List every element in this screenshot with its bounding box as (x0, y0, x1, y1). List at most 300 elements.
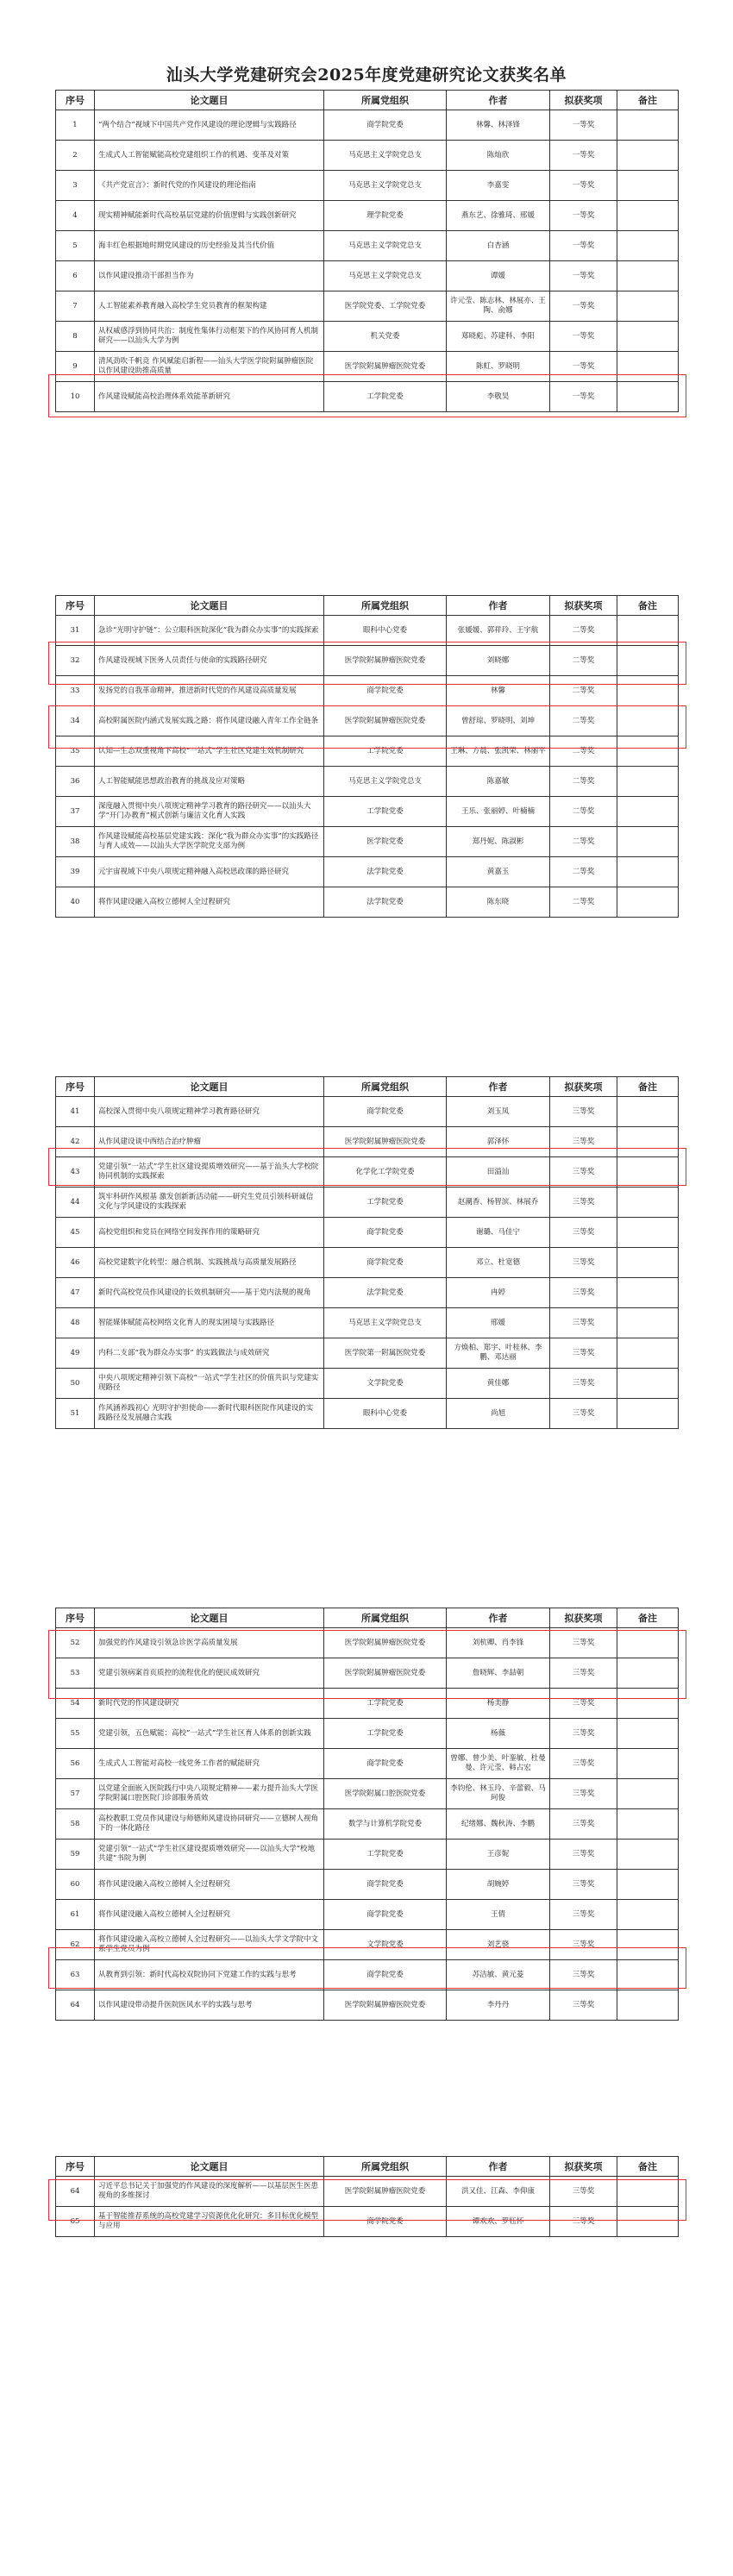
author-cell: 纪绪娜、魏秋涛、李鹏 (447, 1809, 550, 1840)
column-header: 作者 (447, 91, 550, 110)
party-org-cell: 医学院党委、工学院党委 (324, 291, 447, 322)
author-cell: 谢璐、马佳宁 (447, 1218, 550, 1248)
column-header: 拟获奖项 (550, 91, 617, 110)
column-header: 序号 (56, 596, 95, 616)
remark-cell (617, 1719, 679, 1749)
party-org-cell: 理学院党委 (324, 201, 447, 231)
author-cell: 张媛媛、郭祥玲、王宇航 (447, 616, 550, 646)
party-org-cell: 商学院党委 (324, 2207, 447, 2237)
party-org-cell: 医学院附属肿瘤医院党委 (324, 1658, 447, 1689)
author-cell: 谭媛 (447, 261, 550, 291)
party-org-cell: 马克思主义学院党总支 (324, 171, 447, 201)
remark-cell (617, 1689, 679, 1719)
author-cell: 林馨、林泽锋 (447, 110, 550, 141)
remark-cell (617, 141, 679, 171)
serial-cell: 45 (56, 1218, 95, 1248)
paper-title-cell: 高校党组织和党员在网络空间发挥作用的策略研究 (95, 1218, 324, 1248)
award-cell: 二等奖 (550, 797, 617, 827)
serial-cell: 64 (56, 2177, 95, 2207)
column-header: 所属党组织 (324, 91, 447, 110)
award-cell: 三等奖 (550, 1097, 617, 1127)
table-row (56, 616, 679, 646)
author-cell: 刘玉凤 (447, 1097, 550, 1127)
party-org-cell: 文学院党委 (324, 1369, 447, 1399)
author-cell: 杨美静 (447, 1689, 550, 1719)
award-cell: 三等奖 (550, 1749, 617, 1779)
award-cell: 三等奖 (550, 1870, 617, 1900)
paper-title-cell: 高校深入贯彻中央八项规定精神学习教育路径研究 (95, 1097, 324, 1127)
table-row (56, 1628, 679, 1658)
paper-title-cell: 以作风建设带动提升医院医风水平的实践与思考 (95, 1990, 324, 2021)
column-header: 所属党组织 (324, 596, 447, 616)
paper-title-cell: 高校附属医院内涵式发展实践之路：将作风建设融入青年工作全链条 (95, 706, 324, 736)
table-row (56, 706, 679, 736)
party-org-cell: 机关党委 (324, 322, 447, 352)
table-row (56, 857, 679, 887)
table-row (56, 231, 679, 261)
paper-title-cell: 筑牢科研作风根基 激发创新新活动能——研究生党员引领科研诚信文化与学风建设的实践探索 (95, 1188, 324, 1218)
award-cell: 一等奖 (550, 382, 617, 412)
party-org-cell: 医学院附属肿瘤医院党委 (324, 1628, 447, 1658)
serial-cell: 41 (56, 1097, 95, 1127)
author-cell: 王琳、方晨、张凯荣、林丽平 (447, 736, 550, 767)
table-row (56, 797, 679, 827)
author-cell: 李嘉雯 (447, 171, 550, 201)
award-cell: 三等奖 (550, 1990, 617, 2021)
remark-cell (617, 887, 679, 918)
table-row (56, 1157, 679, 1188)
column-header: 所属党组织 (324, 2157, 447, 2177)
serial-cell: 3 (56, 171, 95, 201)
serial-cell: 43 (56, 1157, 95, 1188)
remark-cell (617, 291, 679, 322)
header-row (56, 2157, 679, 2177)
paper-title-cell: 加强党的作风建设引领急诊医学高质量发展 (95, 1628, 324, 1658)
serial-cell: 60 (56, 1870, 95, 1900)
remark-cell (617, 261, 679, 291)
table-row (56, 1248, 679, 1278)
remark-cell (617, 2207, 679, 2237)
paper-title-cell: 将作风建设融入高校立德树人全过程研究 (95, 1870, 324, 1900)
award-cell: 一等奖 (550, 261, 617, 291)
table-row (56, 1338, 679, 1369)
author-cell: 黄佳娜 (447, 1369, 550, 1399)
author-cell: 谭欢欢、罗钰怀 (447, 2207, 550, 2237)
award-cell: 三等奖 (550, 1369, 617, 1399)
award-cell: 一等奖 (550, 171, 617, 201)
award-cell: 一等奖 (550, 141, 617, 171)
award-cell: 一等奖 (550, 201, 617, 231)
column-header: 所属党组织 (324, 1077, 447, 1097)
author-cell: 曾娜、曾少美、叶銮敏、杜曼曼、许元莹、韩占宏 (447, 1749, 550, 1779)
remark-cell (617, 1809, 679, 1840)
author-cell: 王乐、张丽婷、叶楠楠 (447, 797, 550, 827)
serial-cell: 40 (56, 887, 95, 918)
serial-cell: 44 (56, 1188, 95, 1218)
award-cell: 三等奖 (550, 1188, 617, 1218)
author-cell: 李丹丹 (447, 1990, 550, 2021)
paper-title-cell: 智能媒体赋能高校网络文化育人的现实困境与实践路径 (95, 1308, 324, 1338)
header-row (56, 1608, 679, 1628)
table-row (56, 1369, 679, 1399)
serial-cell: 38 (56, 827, 95, 857)
paper-title-cell: 中央八项规定精神引领下高校“一站式”学生社区的价值共识与党建实现路径 (95, 1369, 324, 1399)
table-row (56, 1689, 679, 1719)
paper-title-cell: 认知—生态双重视角下高校“一站式”学生社区党建生效机制研究 (95, 736, 324, 767)
remark-cell (617, 1157, 679, 1188)
party-org-cell: 工学院党委 (324, 1719, 447, 1749)
author-cell: 许元莹、陈志林、林展亦、王陶、俞娜 (447, 291, 550, 322)
serial-cell: 1 (56, 110, 95, 141)
award-cell: 三等奖 (550, 2207, 617, 2237)
table-row (56, 1990, 679, 2021)
award-cell: 二等奖 (550, 827, 617, 857)
column-header: 论文题目 (95, 2157, 324, 2177)
paper-title-cell: 生成式人工智能对高校一线党务工作者的赋能研究 (95, 1749, 324, 1779)
column-header: 作者 (447, 1608, 550, 1628)
award-cell: 二等奖 (550, 676, 617, 706)
award-cell: 二等奖 (550, 767, 617, 797)
table-row (56, 382, 679, 412)
serial-cell: 54 (56, 1689, 95, 1719)
table-row (56, 676, 679, 706)
author-cell: 白杏涵 (447, 231, 550, 261)
table-row (56, 352, 679, 382)
author-cell: 邓立、杜宽德 (447, 1248, 550, 1278)
paper-title-cell: 新时代党的作风建设研究 (95, 1689, 324, 1719)
serial-cell: 56 (56, 1749, 95, 1779)
column-header: 作者 (447, 2157, 550, 2177)
author-cell: 燕东艺、徐雅琦、邢媛 (447, 201, 550, 231)
remark-cell (617, 352, 679, 382)
paper-title-cell: 党建引领病案首页质控的流程优化的便民成效研究 (95, 1658, 324, 1689)
remark-cell (617, 1127, 679, 1157)
column-header: 所属党组织 (324, 1608, 447, 1628)
award-cell: 三等奖 (550, 1308, 617, 1338)
serial-cell: 63 (56, 1960, 95, 1990)
remark-cell (617, 110, 679, 141)
award-cell: 三等奖 (550, 1338, 617, 1369)
party-org-cell: 商学院党委 (324, 110, 447, 141)
column-header: 拟获奖项 (550, 1608, 617, 1628)
author-cell: 刘杭卿、肖李锋 (447, 1628, 550, 1658)
party-org-cell: 马克思主义学院党总支 (324, 1308, 447, 1338)
award-cell: 三等奖 (550, 1658, 617, 1689)
paper-title-cell: 将作风建设融入高校立德树人全过程研究 (95, 887, 324, 918)
serial-cell: 33 (56, 676, 95, 706)
serial-cell: 46 (56, 1248, 95, 1278)
column-header: 备注 (617, 2157, 679, 2177)
remark-cell (617, 1338, 679, 1369)
table-row (56, 1870, 679, 1900)
remark-cell (617, 1658, 679, 1689)
remark-cell (617, 1779, 679, 1809)
header-row (56, 91, 679, 110)
paper-title-cell: 生成式人工智能赋能高校党建组织工作的机遇、变革及对策 (95, 141, 324, 171)
serial-cell: 37 (56, 797, 95, 827)
party-org-cell: 医学院第一附属医院党委 (324, 1338, 447, 1369)
remark-cell (617, 1369, 679, 1399)
paper-title-cell: 作风建设视域下医务人员责任与使命的实践路径研究 (95, 646, 324, 676)
award-cell: 三等奖 (550, 1719, 617, 1749)
column-header: 备注 (617, 1077, 679, 1097)
remark-cell (617, 646, 679, 676)
table-row (56, 646, 679, 676)
author-cell: 方焕柏、郑宇、叶桂林、李鹏、邓达丽 (447, 1338, 550, 1369)
remark-cell (617, 171, 679, 201)
table-row (56, 1960, 679, 1990)
serial-cell: 8 (56, 322, 95, 352)
author-cell: 苏洁敏、黄元菱 (447, 1960, 550, 1990)
remark-cell (617, 322, 679, 352)
party-org-cell: 商学院党委 (324, 1749, 447, 1779)
author-cell: 郑晓彪、苏建科、李阳 (447, 322, 550, 352)
serial-cell: 2 (56, 141, 95, 171)
column-header: 序号 (56, 91, 95, 110)
party-org-cell: 商学院党委 (324, 1097, 447, 1127)
serial-cell: 55 (56, 1719, 95, 1749)
award-cell: 三等奖 (550, 1779, 617, 1809)
header-row (56, 596, 679, 616)
award-cell: 一等奖 (550, 291, 617, 322)
remark-cell (617, 231, 679, 261)
paper-title-cell: 将作风建设融入高校立德树人全过程研究——以汕头大学文学院中文系学生党员为例 (95, 1930, 324, 1960)
party-org-cell: 化学化工学院党委 (324, 1157, 447, 1188)
table-row (56, 1930, 679, 1960)
paper-title-cell: “两个结合”视域下中国共产党作风建设的理论逻辑与实践路径 (95, 110, 324, 141)
author-cell: 尚旭 (447, 1399, 550, 1429)
party-org-cell: 工学院党委 (324, 382, 447, 412)
serial-cell: 59 (56, 1840, 95, 1870)
party-org-cell: 医学院附属口腔医院党委 (324, 1779, 447, 1809)
paper-title-cell: 元宇宙视域下中央八项规定精神融入高校思政课的路径研究 (95, 857, 324, 887)
table-row (56, 1719, 679, 1749)
author-cell: 刘艺骁 (447, 1930, 550, 1960)
party-org-cell: 医学院附属肿瘤医院党委 (324, 2177, 447, 2207)
party-org-cell: 工学院党委 (324, 797, 447, 827)
party-org-cell: 商学院党委 (324, 1870, 447, 1900)
remark-cell (617, 857, 679, 887)
header-row (56, 1077, 679, 1097)
award-cell: 一等奖 (550, 231, 617, 261)
author-cell: 陈嘉敏 (447, 767, 550, 797)
column-header: 作者 (447, 1077, 550, 1097)
paper-title-cell: 作风涵养践初心 光明守护担使命——新时代眼科医院作风建设的实践路径及发展融合实践 (95, 1399, 324, 1429)
party-org-cell: 医学院附属肿瘤医院党委 (324, 1990, 447, 2021)
paper-title-cell: 人工智能赋能思想政治教育的挑战及应对策略 (95, 767, 324, 797)
award-table-3 (55, 1076, 679, 1429)
table-row (56, 827, 679, 857)
author-cell: 王彦妮 (447, 1840, 550, 1870)
table-row (56, 887, 679, 918)
serial-cell: 57 (56, 1779, 95, 1809)
serial-cell: 6 (56, 261, 95, 291)
award-cell: 二等奖 (550, 857, 617, 887)
table-row (56, 767, 679, 797)
party-org-cell: 工学院党委 (324, 1840, 447, 1870)
table-row (56, 1779, 679, 1809)
serial-cell: 31 (56, 616, 95, 646)
paper-title-cell: 《共产党宣言》：新时代党的作风建设的理论指南 (95, 171, 324, 201)
party-org-cell: 商学院党委 (324, 676, 447, 706)
serial-cell: 7 (56, 291, 95, 322)
remark-cell (617, 1278, 679, 1308)
remark-cell (617, 1097, 679, 1127)
party-org-cell: 医学院附属肿瘤医院党委 (324, 352, 447, 382)
author-cell: 杨薇 (447, 1719, 550, 1749)
column-header: 备注 (617, 1608, 679, 1628)
author-cell: 陈东晓 (447, 887, 550, 918)
party-org-cell: 工学院党委 (324, 1689, 447, 1719)
award-cell: 二等奖 (550, 887, 617, 918)
party-org-cell: 法学院党委 (324, 1278, 447, 1308)
serial-cell: 10 (56, 382, 95, 412)
serial-cell: 36 (56, 767, 95, 797)
award-cell: 一等奖 (550, 352, 617, 382)
award-cell: 三等奖 (550, 1689, 617, 1719)
serial-cell: 64 (56, 1990, 95, 2021)
party-org-cell: 眼科中心党委 (324, 1399, 447, 1429)
table-row (56, 201, 679, 231)
serial-cell: 47 (56, 1278, 95, 1308)
remark-cell (617, 1399, 679, 1429)
author-cell: 曾舒琼、罗晓明、刘坤 (447, 706, 550, 736)
award-cell: 三等奖 (550, 1157, 617, 1188)
remark-cell (617, 1870, 679, 1900)
award-cell: 三等奖 (550, 1930, 617, 1960)
award-cell: 三等奖 (550, 1809, 617, 1840)
paper-title-cell: 习近平总书记关于加强党的作风建设的深度解析——以基层医生医患视角的多维探讨 (95, 2177, 324, 2207)
party-org-cell: 商学院党委 (324, 1218, 447, 1248)
remark-cell (617, 201, 679, 231)
serial-cell: 35 (56, 736, 95, 767)
paper-title-cell: 将作风建设融入高校立德树人全过程研究 (95, 1900, 324, 1930)
paper-title-cell: 内科二支部“我为群众办实事” 的实践做法与成效研究 (95, 1338, 324, 1369)
paper-title-cell: 人工智能素养教育融入高校学生党员教育的框架构建 (95, 291, 324, 322)
table-row (56, 2207, 679, 2237)
table-row (56, 1658, 679, 1689)
table-row (56, 141, 679, 171)
column-header: 论文题目 (95, 1077, 324, 1097)
paper-title-cell: 深度融入贯彻中央八项规定精神学习教育的路径研究——以汕头大学“开门办教育”模式创新与廉洁文化育人实践 (95, 797, 324, 827)
remark-cell (617, 1990, 679, 2021)
paper-title-cell: 从权威感浮到协同共治：制度性集体行动框架下的作风协同育人机制研究——以汕头大学为例 (95, 322, 324, 352)
remark-cell (617, 1930, 679, 1960)
author-cell: 田溢汕 (447, 1157, 550, 1188)
serial-cell: 4 (56, 201, 95, 231)
award-cell: 三等奖 (550, 1628, 617, 1658)
remark-cell (617, 1308, 679, 1338)
author-cell: 李敬昊 (447, 382, 550, 412)
remark-cell (617, 1749, 679, 1779)
party-org-cell: 马克思主义学院党总支 (324, 231, 447, 261)
remark-cell (617, 676, 679, 706)
table-row (56, 1399, 679, 1429)
author-cell: 郭泽怀 (447, 1127, 550, 1157)
author-cell: 洪又佳、江森、李仰康 (447, 2177, 550, 2207)
serial-cell: 61 (56, 1900, 95, 1930)
award-cell: 三等奖 (550, 1399, 617, 1429)
author-cell: 郑丹妮、陈淑彬 (447, 827, 550, 857)
column-header: 拟获奖项 (550, 596, 617, 616)
serial-cell: 39 (56, 857, 95, 887)
author-cell: 邢媛 (447, 1308, 550, 1338)
table-row (56, 1218, 679, 1248)
party-org-cell: 商学院党委 (324, 1960, 447, 1990)
paper-title-cell: 高校党建数字化转型：融合机制、实践挑战与高质量发展路径 (95, 1248, 324, 1278)
paper-title-cell: 以党建全面嵌入医院践行中央八项规定精神——素力提升汕头大学医学院附属口腔医院门诊部服务质效 (95, 1779, 324, 1809)
serial-cell: 42 (56, 1127, 95, 1157)
author-cell: 黄嘉玉 (447, 857, 550, 887)
paper-title-cell: 发扬党的自我革命精神，推进新时代党的作风建设高质量发展 (95, 676, 324, 706)
party-org-cell: 法学院党委 (324, 887, 447, 918)
table-row (56, 261, 679, 291)
party-org-cell: 商学院党委 (324, 1248, 447, 1278)
party-org-cell: 工学院党委 (324, 1188, 447, 1218)
party-org-cell: 法学院党委 (324, 857, 447, 887)
remark-cell (617, 1960, 679, 1990)
table-row (56, 1278, 679, 1308)
remark-cell (617, 1900, 679, 1930)
remark-cell (617, 767, 679, 797)
column-header: 作者 (447, 596, 550, 616)
paper-title-cell: 新时代高校党员作风建设的长效机制研究——基于党内法规的视角 (95, 1278, 324, 1308)
award-cell: 三等奖 (550, 1900, 617, 1930)
serial-cell: 9 (56, 352, 95, 382)
column-header: 论文题目 (95, 596, 324, 616)
table-row (56, 1900, 679, 1930)
paper-title-cell: 海丰红色根据地时期党风建设的历史经验及其当代价值 (95, 231, 324, 261)
document-title: 汕头大学党建研究会2025年度党建研究论文获奖名单 (166, 66, 567, 85)
table-row (56, 1127, 679, 1157)
award-table-5 (55, 2156, 679, 2237)
table-row (56, 2177, 679, 2207)
serial-cell: 34 (56, 706, 95, 736)
column-header: 备注 (617, 91, 679, 110)
award-table-2 (55, 595, 679, 918)
author-cell: 林馨 (447, 676, 550, 706)
serial-cell: 5 (56, 231, 95, 261)
serial-cell: 49 (56, 1338, 95, 1369)
table-row (56, 1809, 679, 1840)
award-cell: 三等奖 (550, 1840, 617, 1870)
author-cell: 陈灿欣 (447, 141, 550, 171)
author-cell: 冉婷 (447, 1278, 550, 1308)
serial-cell: 58 (56, 1809, 95, 1840)
author-cell: 陈虹、罗晓明 (447, 352, 550, 382)
award-cell: 一等奖 (550, 110, 617, 141)
remark-cell (617, 1188, 679, 1218)
award-cell: 三等奖 (550, 1278, 617, 1308)
paper-title-cell: 高校教职工党员作风建设与师德师风建设协同研究——立德树人视角下的一体化路径 (95, 1809, 324, 1840)
serial-cell: 62 (56, 1930, 95, 1960)
paper-title-cell: 从教育到引领：新时代高校双院协同下党建工作的实践与思考 (95, 1960, 324, 1990)
author-cell: 胡婉婷 (447, 1870, 550, 1900)
party-org-cell: 马克思主义学院党总支 (324, 141, 447, 171)
author-cell: 詹晓辉、李喆朝 (447, 1658, 550, 1689)
award-cell: 三等奖 (550, 1127, 617, 1157)
award-cell: 二等奖 (550, 616, 617, 646)
paper-title-cell: 清风劲吹千帆竞 作风赋能启新程——汕头大学医学院附属肿瘤医院以作风建设助推高质量 (95, 352, 324, 382)
award-cell: 二等奖 (550, 646, 617, 676)
author-cell: 刘晓娜 (447, 646, 550, 676)
table-row (56, 1840, 679, 1870)
remark-cell (617, 1248, 679, 1278)
remark-cell (617, 616, 679, 646)
party-org-cell: 眼科中心党委 (324, 616, 447, 646)
remark-cell (617, 736, 679, 767)
party-org-cell: 商学院党委 (324, 1900, 447, 1930)
